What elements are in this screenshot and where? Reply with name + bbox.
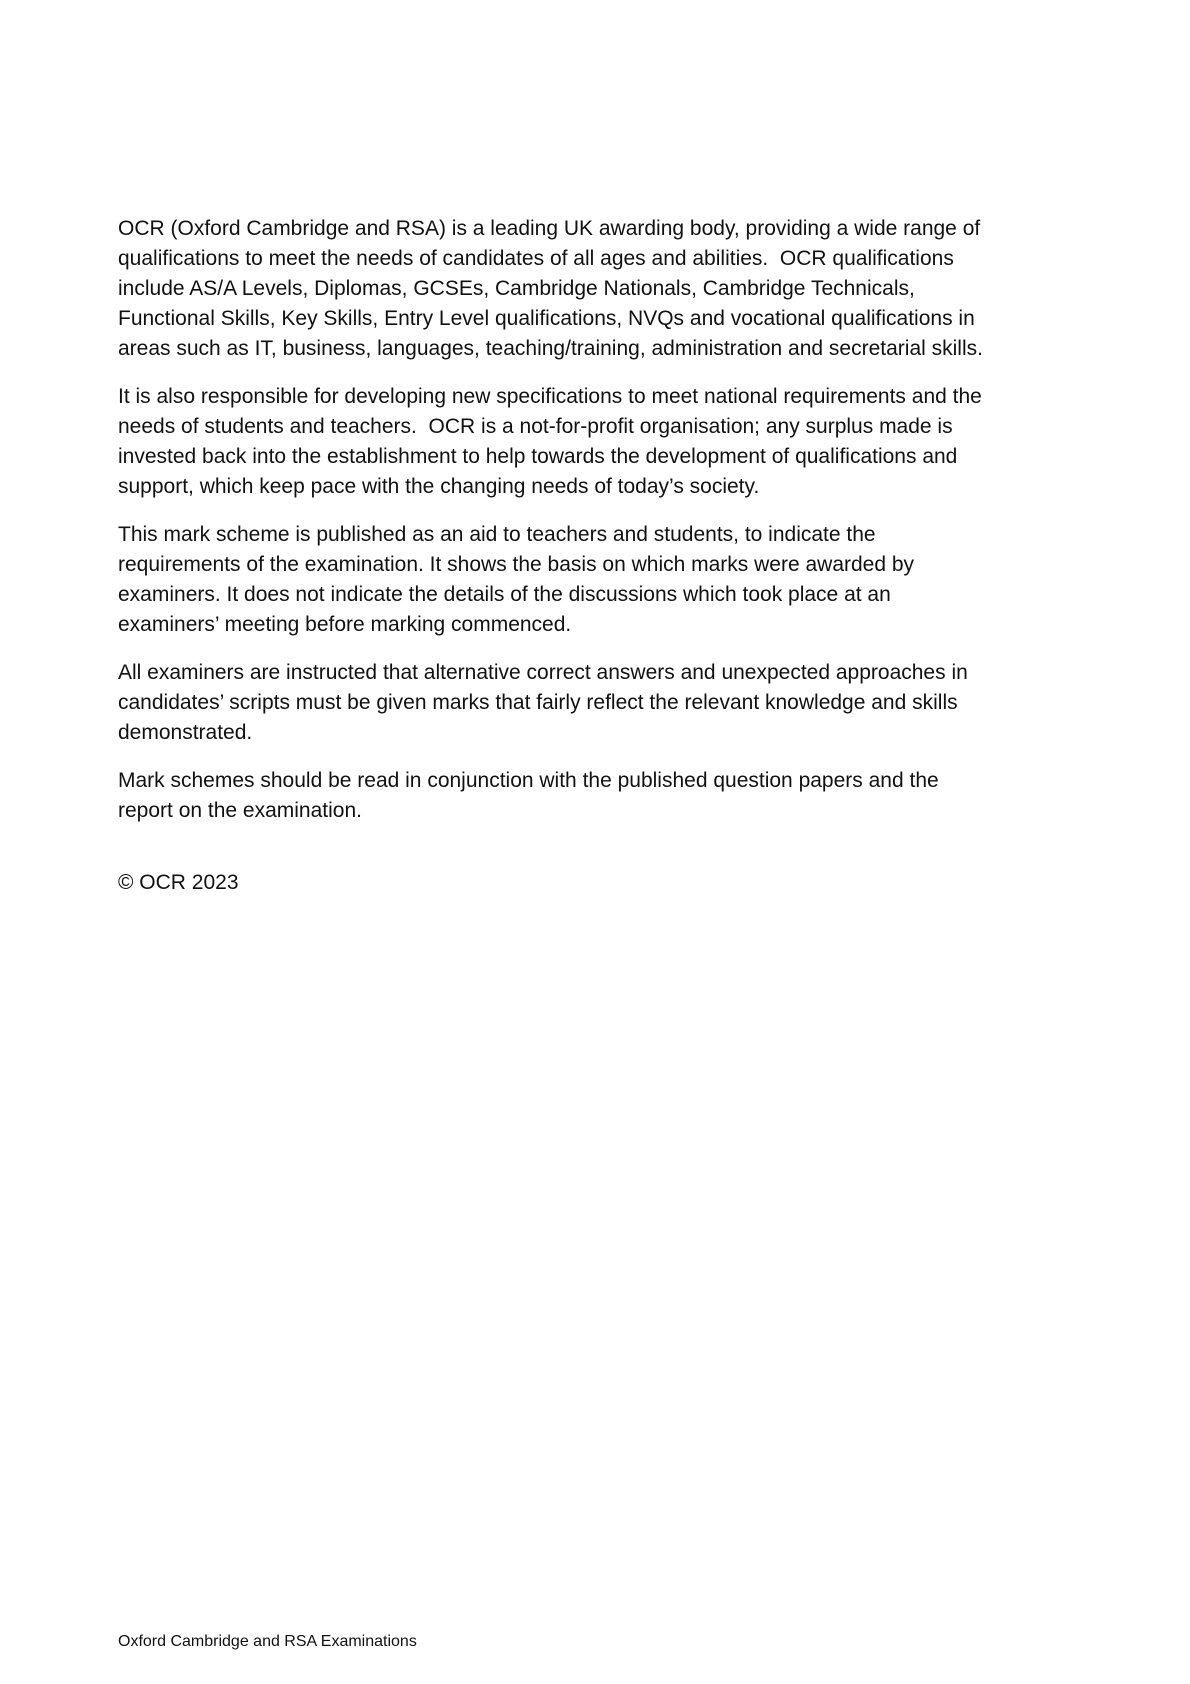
paragraph-mark-scheme-purpose: This mark scheme is published as an aid to teachers and students, to indicate the requirements of the examination. It shows the basis on which marks were awarded by examiners. It does not indicate the details of the discussions which took place at an examiners’ meeting before marking commenced. bbox=[118, 523, 920, 636]
page-body bbox=[118, 214, 994, 916]
paragraph-specifications: It is also responsible for developing new specifications to meet national requirements and the needs of students and teachers. OCR is a not-for-profit organisation; any surplus made is invested back into the establishment to help towards the development of qualifications and support, which keep pace with the changing needs of today’s society. bbox=[118, 385, 988, 498]
paragraph-read-in-conjunction: Mark schemes should be read in conjunction with the published question papers and the report on the examination. bbox=[118, 769, 945, 822]
page-footer bbox=[118, 1632, 417, 1652]
copyright-line: © OCR 2023 bbox=[118, 871, 239, 894]
paragraph-ocr-intro: OCR (Oxford Cambridge and RSA) is a leading UK awarding body, providing a wide range of qualifications to meet the needs of candidates of all ages and abilities. OCR qualifications include AS/A Levels, Diplomas, GCSEs, Cambridge Nationals, Cambridge Technicals, Functional Skills, Key Skills, Entry Level qualifications, NVQs and vocational qualifications in areas such as IT, business, languages, teaching/training, administration and secretarial skills. bbox=[118, 217, 987, 360]
footer-text: Oxford Cambridge and RSA Examinations bbox=[118, 1633, 417, 1650]
paragraph-examiner-instructions: All examiners are instructed that alternative correct answers and unexpected approaches in candidates’ scripts must be given marks that fairly reflect the relevant knowledge and skills demonstrated. bbox=[118, 661, 974, 744]
